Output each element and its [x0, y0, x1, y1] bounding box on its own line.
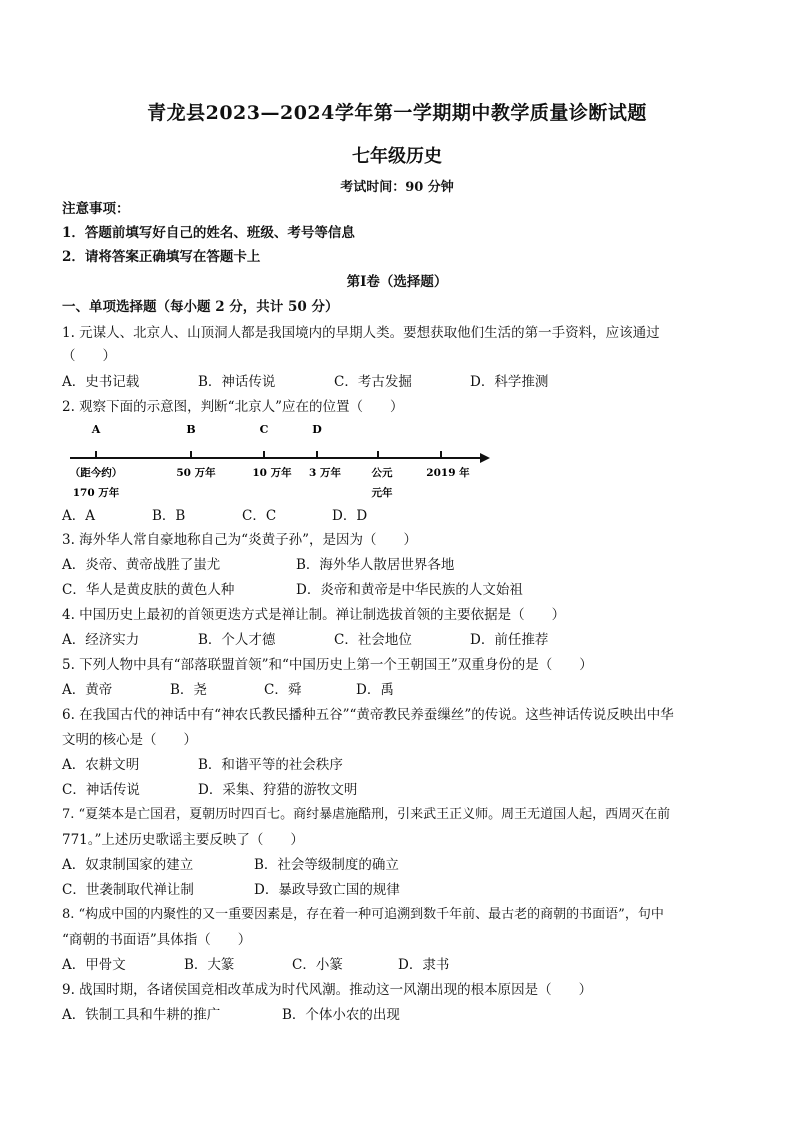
question-8-stem-cont: “商朝的书面语”具体指（ ） [62, 932, 252, 948]
q3-option-d: D．炎帝和黄帝是中华民族的人文始祖 [296, 582, 523, 598]
question-1-stem: 1. 元谋人、北京人、山顶洞人都是我国境内的早期人类。要想获取他们生活的第一手资料，应该通过 [62, 325, 660, 341]
question-9-stem: 9. 战国时期，各诸侯国竞相改革成为时代风潮。推动这一风潮出现的根本原因是（ ） [62, 982, 593, 998]
q7-option-b: B．社会等级制度的确立 [254, 857, 399, 873]
section-heading: 一、单项选择题（每小题 2 分，共计 50 分） [62, 299, 339, 315]
q7-option-c: C．世袭制取代禅让制 [62, 882, 194, 898]
part1-title: 第Ⅰ卷（选择题） [346, 274, 448, 290]
q4-option-b: B．个人才德 [198, 632, 276, 648]
timeline-diagram [60, 418, 500, 506]
q8-option-c: C．小篆 [292, 957, 343, 973]
question-2-stem: 2. 观察下面的示意图，判断“北京人”应在的位置（ ） [62, 399, 404, 415]
axis-label-2019: 2019 年 [426, 467, 470, 479]
q5-option-b: B．尧 [170, 682, 207, 698]
q9-option-a: A．铁制工具和牛耕的推广 [62, 1007, 221, 1023]
q4-option-c: C．社会地位 [334, 632, 412, 648]
q1-option-c: C．考古发掘 [334, 374, 412, 390]
note-item: 2．请将答案正确填写在答题卡上 [62, 249, 261, 265]
q5-option-a: A．黄帝 [62, 682, 113, 698]
question-4-stem: 4. 中国历史上最初的首领更迭方式是禅让制。禅让制选拔首领的主要依据是（ ） [62, 607, 566, 623]
question-8-stem: 8. “构成中国的内聚性的又一重要因素是，存在着一种可追溯到数千年前、最古老的商朝的书面语”，句中 [62, 907, 664, 922]
question-5-stem: 5. 下列人物中具有“部落联盟首领”和“中国历史上第一个王朝国王”双重身份的是（ ） [62, 657, 593, 673]
axis-label-ad: 公元 [371, 467, 393, 479]
axis-label-50: 50 万年 [176, 467, 216, 479]
q6-option-d: D．采集、狩猎的游牧文明 [198, 782, 358, 798]
exam-title: 青龙县2023—2024学年第一学期期中教学质量诊断试题 [147, 102, 647, 124]
q8-option-b: B．大篆 [184, 957, 235, 973]
q2-option-d: D．D [332, 508, 368, 524]
q4-option-d: D．前任推荐 [470, 632, 549, 648]
q7-option-a: A．奴隶制国家的建立 [62, 857, 194, 873]
q1-option-d: D．科学推测 [470, 374, 549, 390]
axis-label-ad-2: 元年 [371, 487, 393, 499]
q4-option-a: A．经济实力 [62, 632, 140, 648]
q2-option-a: A．A [62, 508, 95, 524]
notes-heading: 注意事项： [62, 201, 130, 217]
q5-option-c: C．舜 [264, 682, 302, 698]
axis-label-10: 10 万年 [252, 467, 292, 479]
axis-start-label-2: 170 万年 [72, 487, 120, 499]
axis-label-3: 3 万年 [309, 467, 341, 479]
q3-option-c: C．华人是黄皮肤的黄色人种 [62, 582, 235, 598]
q3-option-b: B．海外华人散居世界各地 [296, 557, 455, 573]
note-item: 1．答题前填写好自己的姓名、班级、考号等信息 [62, 225, 355, 241]
point-d-label: D [312, 423, 322, 436]
q1-option-a: A．史书记载 [62, 374, 140, 390]
point-a-label: A [91, 423, 101, 436]
q8-option-a: A．甲骨文 [62, 957, 126, 973]
question-7-stem: 7. “夏桀本是亡国君，夏朝历时四百七。商纣暴虐施酷刑，引来武王正义师。周王无道国人起，西周灭在前 [62, 807, 671, 822]
q6-option-c: C．神话传说 [62, 782, 140, 798]
question-6-stem-cont: 文明的核心是（ ） [62, 732, 197, 748]
point-b-label: B [186, 423, 196, 436]
q9-option-b: B．个体小农的出现 [282, 1007, 400, 1023]
question-6-stem: 6. 在我国古代的神话中有“神农氏教民播种五谷”“黄帝教民养蚕缫丝”的传说。这些神话传说反映出中华 [62, 707, 674, 723]
question-1-stem-cont: （ ） [62, 348, 116, 364]
q2-option-c: C．C [242, 508, 277, 524]
exam-time: 考试时间：90 分钟 [340, 180, 454, 195]
q2-option-b: B．B [152, 508, 186, 524]
exam-subject: 七年级历史 [352, 146, 442, 167]
q5-option-d: D．禹 [356, 682, 394, 698]
question-7-stem-cont: 771。”上述历史歌谣主要反映了（ ） [62, 832, 304, 848]
q8-option-d: D．隶书 [398, 957, 450, 973]
point-c-label: C [259, 423, 269, 436]
q1-option-b: B．神话传说 [198, 374, 276, 390]
q7-option-d: D．暴政导致亡国的规律 [254, 882, 400, 898]
question-3-stem: 3. 海外华人常自豪地称自己为“炎黄子孙”，是因为（ ） [62, 532, 417, 548]
axis-start-label: （距今约） [69, 467, 123, 479]
q6-option-a: A．农耕文明 [62, 757, 140, 773]
q3-option-a: A．炎帝、黄帝战胜了蚩尤 [62, 557, 221, 573]
q6-option-b: B．和谐平等的社会秩序 [198, 757, 343, 773]
